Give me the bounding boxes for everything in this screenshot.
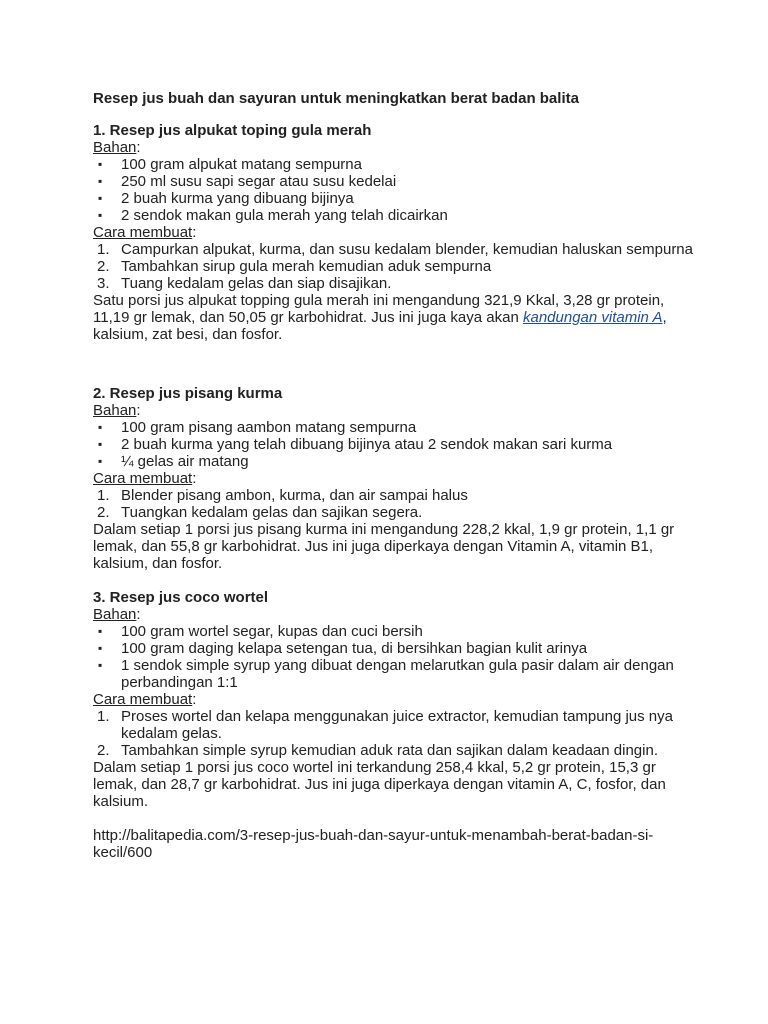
bullet-icon: ▪ bbox=[98, 208, 103, 222]
steps-list-1 bbox=[93, 241, 693, 292]
colon: : bbox=[192, 470, 197, 487]
bullet-icon: ▪ bbox=[98, 624, 103, 638]
step-item bbox=[93, 504, 693, 521]
ingredients-label bbox=[93, 606, 693, 623]
recipe-section-2 bbox=[93, 385, 693, 572]
ingredient-item bbox=[93, 190, 693, 207]
step-number: 1. bbox=[97, 487, 110, 504]
bullet-icon: ▪ bbox=[98, 437, 103, 451]
method-label bbox=[93, 691, 693, 708]
recipe-3-heading: 3. Resep jus coco wortel bbox=[93, 589, 269, 606]
method-label-text: Cara membuat bbox=[93, 470, 193, 487]
ingredient-text: 2 buah kurma yang dibuang bijinya bbox=[121, 190, 354, 207]
step-number: 1. bbox=[97, 241, 110, 258]
spacer bbox=[93, 343, 693, 385]
recipe-section-1 bbox=[93, 122, 693, 343]
nutrition-note-1 bbox=[93, 292, 693, 343]
ingredients-list-1 bbox=[93, 156, 693, 224]
ingredients-label-text: Bahan bbox=[93, 606, 137, 623]
step-text: Blender pisang ambon, kurma, dan air sampai halus bbox=[121, 487, 468, 504]
bullet-icon: ▪ bbox=[98, 641, 103, 655]
bullet-icon: ▪ bbox=[98, 174, 103, 188]
ingredient-text: 2 buah kurma yang telah dibuang bijinya atau 2 sendok makan sari kurma bbox=[121, 436, 613, 453]
ingredient-item bbox=[93, 207, 693, 224]
step-number: 1. bbox=[97, 708, 110, 725]
spacer bbox=[93, 810, 693, 827]
ingredient-item bbox=[93, 640, 693, 657]
ingredient-item bbox=[93, 419, 693, 436]
step-number: 2. bbox=[97, 258, 110, 275]
ingredient-item bbox=[93, 623, 693, 640]
note-text: , kalsium, zat besi, dan fosfor. bbox=[93, 309, 667, 343]
ingredient-text: 100 gram alpukat matang sempurna bbox=[121, 156, 362, 173]
ingredients-label-text: Bahan bbox=[93, 139, 137, 156]
recipe-2-heading: 2. Resep jus pisang kurma bbox=[93, 385, 283, 402]
colon: : bbox=[136, 606, 141, 623]
ingredient-text: 1 sendok simple syrup yang dibuat dengan melarutkan gula pasir dalam air dengan perbandingan 1:1 bbox=[121, 657, 674, 691]
nutrition-note-2: Dalam setiap 1 porsi jus pisang kurma ini mengandung 228,2 kkal, 1,9 gr protein, 1,1 gr lemak, dan 55,8 gr karbohidrat. Jus ini juga diperkaya dengan Vitamin A, vitamin B1, kalsium, dan fosfor. bbox=[93, 521, 675, 572]
colon: : bbox=[136, 402, 141, 419]
step-text: Tambahkan simple syrup kemudian aduk rata dan sajikan dalam keadaan dingin. bbox=[121, 742, 658, 759]
ingredient-text: 100 gram pisang aambon matang sempurna bbox=[121, 419, 417, 436]
vitamin-a-link[interactable]: kandungan vitamin A bbox=[522, 309, 663, 326]
document-body bbox=[93, 90, 693, 861]
steps-list-2 bbox=[93, 487, 693, 521]
method-label bbox=[93, 470, 693, 487]
step-item bbox=[93, 258, 693, 275]
bullet-icon: ▪ bbox=[98, 454, 103, 468]
source-url: http://balitapedia.com/3-resep-jus-buah-dan-sayur-untuk-menambah-berat-badan-si-kecil/600 bbox=[93, 827, 654, 861]
ingredient-item bbox=[93, 453, 693, 470]
steps-list-3 bbox=[93, 708, 693, 759]
note-text: Satu porsi jus alpukat topping gula merah ini mengandung 321,9 Kkal, 3,28 gr protein, 11,19 gr lemak, dan 50,05 gr karbohidrat. Jus ini juga kaya akan bbox=[93, 292, 665, 326]
step-number: 2. bbox=[97, 504, 110, 521]
recipe-section-3 bbox=[93, 589, 693, 810]
method-label-text: Cara membuat bbox=[93, 224, 193, 241]
bullet-icon: ▪ bbox=[98, 157, 103, 171]
step-number: 2. bbox=[97, 742, 110, 759]
step-item bbox=[93, 708, 693, 742]
step-text: Campurkan alpukat, kurma, dan susu kedalam blender, kemudian haluskan sempurna bbox=[121, 241, 693, 258]
bullet-icon: ▪ bbox=[98, 658, 103, 672]
method-label bbox=[93, 224, 693, 241]
step-item bbox=[93, 742, 693, 759]
ingredients-label bbox=[93, 139, 693, 156]
ingredient-item bbox=[93, 173, 693, 190]
nutrition-note-3: Dalam setiap 1 porsi jus coco wortel ini terkandung 258,4 kkal, 5,2 gr protein, 15,3 gr lemak, dan 28,7 gr karbohidrat. Jus ini juga diperkaya dengan vitamin A, C, fosfor, dan kalsium. bbox=[93, 759, 666, 810]
ingredient-text: 100 gram daging kelapa setengan tua, di bersihkan bagian kulit arinya bbox=[121, 640, 588, 657]
recipe-1-heading: 1. Resep jus alpukat toping gula merah bbox=[93, 122, 372, 139]
step-text: Tuangkan kedalam gelas dan sajikan segera. bbox=[121, 504, 423, 521]
ingredients-label-text: Bahan bbox=[93, 402, 137, 419]
colon: : bbox=[192, 691, 197, 708]
step-text: Tuang kedalam gelas dan siap disajikan. bbox=[121, 275, 392, 292]
document-title: Resep jus buah dan sayuran untuk meningkatkan berat badan balita bbox=[93, 90, 579, 107]
method-label-text: Cara membuat bbox=[93, 691, 193, 708]
ingredients-label bbox=[93, 402, 693, 419]
bullet-icon: ▪ bbox=[98, 191, 103, 205]
spacer bbox=[93, 572, 693, 589]
ingredient-text: 250 ml susu sapi segar atau susu kedelai bbox=[121, 173, 397, 190]
ingredients-list-2 bbox=[93, 419, 693, 470]
bullet-icon: ▪ bbox=[98, 420, 103, 434]
step-text: Proses wortel dan kelapa menggunakan juice extractor, kemudian tampung jus nya kedalam gelas. bbox=[121, 708, 673, 742]
ingredient-item bbox=[93, 436, 693, 453]
ingredient-text: 100 gram wortel segar, kupas dan cuci bersih bbox=[121, 623, 423, 640]
ingredient-text: ¼ gelas air matang bbox=[121, 453, 249, 470]
step-item bbox=[93, 275, 693, 292]
ingredient-item bbox=[93, 657, 693, 691]
step-item bbox=[93, 487, 693, 504]
colon: : bbox=[192, 224, 197, 241]
step-text: Tambahkan sirup gula merah kemudian aduk sempurna bbox=[121, 258, 492, 275]
step-number: 3. bbox=[97, 275, 110, 292]
colon: : bbox=[136, 139, 141, 156]
ingredients-list-3 bbox=[93, 623, 693, 691]
ingredient-item bbox=[93, 156, 693, 173]
ingredient-text: 2 sendok makan gula merah yang telah dicairkan bbox=[121, 207, 448, 224]
step-item bbox=[93, 241, 693, 258]
